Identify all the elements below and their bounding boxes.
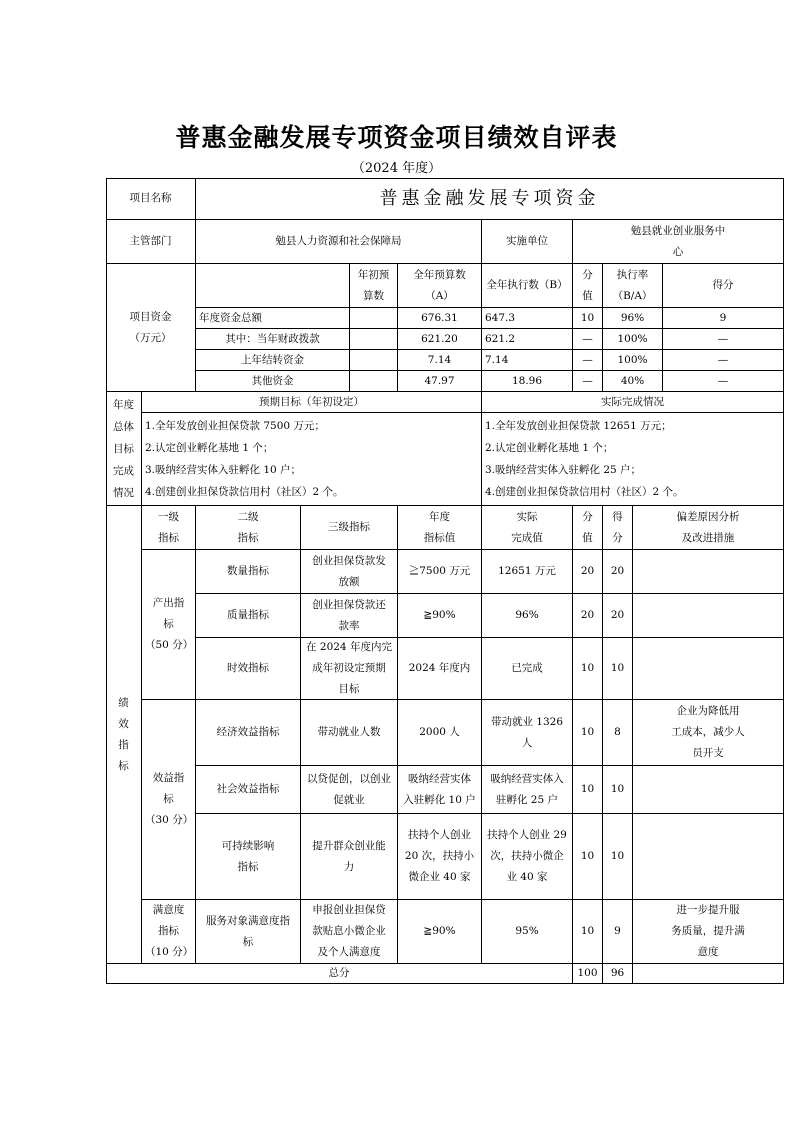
funds-row-exec: 621.2 — [482, 329, 573, 350]
funds-header-blank — [196, 264, 350, 308]
perf-row-val: 20 — [573, 594, 603, 638]
funds-header-score: 得分 — [663, 264, 784, 308]
perf-row-val: 10 — [573, 766, 603, 814]
perf-row-target: ≧90% — [398, 594, 482, 638]
perf-header-score: 得 分 — [603, 506, 633, 550]
perf-row-l3: 创业担保贷款发 放额 — [301, 550, 398, 594]
perf-row-note — [633, 594, 784, 638]
perf-header-actual: 实际 完成值 — [482, 506, 573, 550]
perf-row-note: 进一步提升服 务质量，提升满 意度 — [633, 900, 784, 964]
funds-row-initial — [350, 350, 398, 371]
funds-row-rate: 40% — [603, 371, 663, 392]
funds-label: 项目资金 （万元） — [106, 264, 196, 392]
funds-row-budget: 47.97 — [398, 371, 482, 392]
perf-row-l2: 经济效益指标 — [196, 700, 301, 766]
project-name-label: 项目名称 — [106, 178, 196, 220]
perf-row-target: 2000 人 — [398, 700, 482, 766]
perf-row-l2: 可持续影响 指标 — [196, 814, 301, 900]
perf-row-l3: 创业担保贷款还 款率 — [301, 594, 398, 638]
funds-row-initial — [350, 308, 398, 329]
funds-row-rate: 100% — [603, 329, 663, 350]
perf-row-score: 20 — [603, 550, 633, 594]
goals-actual-header: 实际完成情况 — [482, 392, 784, 413]
perf-row-actual: 扶持个人创业 29 次，扶持小微企 业 40 家 — [482, 814, 573, 900]
funds-row-val: 10 — [573, 308, 603, 329]
funds-row-budget: 676.31 — [398, 308, 482, 329]
perf-header-note: 偏差原因分析 及改进措施 — [633, 506, 784, 550]
perf-row-l3: 在 2024 年度内完 成年初设定预期 目标 — [301, 638, 398, 700]
goals-expected-header: 预期目标（年初设定） — [142, 392, 482, 413]
funds-header-budget: 全年预算数 （A） — [398, 264, 482, 308]
goal-item: 3.吸纳经营实体入驻孵化 25 户； — [485, 464, 642, 476]
total-val: 100 — [573, 964, 603, 984]
perf-row-actual: 95% — [482, 900, 573, 964]
perf-side-label: 绩 效 指 标 — [106, 506, 142, 964]
total-note — [633, 964, 784, 984]
total-score: 96 — [603, 964, 633, 984]
perf-header-l3: 三级指标 — [301, 506, 398, 550]
perf-row-target: ≧90% — [398, 900, 482, 964]
funds-header-val: 分 值 — [573, 264, 603, 308]
goal-item: 4.创建创业担保贷款信用村（社区）2 个。 — [145, 486, 344, 498]
perf-header-l1: 一级 指标 — [142, 506, 196, 550]
perf-row-note: 企业为降低用 工成本，减少人 员开支 — [633, 700, 784, 766]
perf-row-val: 10 — [573, 814, 603, 900]
perf-row-note — [633, 550, 784, 594]
perf-satisfaction-label: 满意度 指标 （10 分） — [142, 900, 196, 964]
funds-row-val: — — [573, 350, 603, 371]
funds-row-rate: 100% — [603, 350, 663, 371]
funds-row-exec: 18.96 — [482, 371, 573, 392]
funds-row-initial — [350, 329, 398, 350]
funds-row-name: 年度资金总额 — [196, 308, 350, 329]
funds-row-name: 其中：当年财政拨款 — [196, 329, 350, 350]
perf-row-score: 10 — [603, 766, 633, 814]
perf-row-note — [633, 814, 784, 900]
perf-output-label: 产出指 标 （50 分） — [142, 550, 196, 700]
perf-row-target: 扶持个人创业 20 次，扶持小 微企业 40 家 — [398, 814, 482, 900]
page-title: 普惠金融发展专项资金项目绩效自评表 — [175, 123, 618, 152]
perf-header-val: 分 值 — [573, 506, 603, 550]
perf-benefit-label: 效益指 标 （30 分） — [142, 700, 196, 900]
goals-actual-list — [482, 413, 784, 506]
perf-row-score: 10 — [603, 814, 633, 900]
funds-row-budget: 7.14 — [398, 350, 482, 371]
funds-row-val: — — [573, 371, 603, 392]
perf-row-note — [633, 766, 784, 814]
perf-row-note — [633, 638, 784, 700]
goals-label: 年度 总体 目标 完成 情况 — [106, 392, 142, 506]
perf-row-actual: 12651 万元 — [482, 550, 573, 594]
funds-row-score: 9 — [663, 308, 784, 329]
perf-row-val: 10 — [573, 900, 603, 964]
perf-row-actual: 吸纳经营实体入 驻孵化 25 户 — [482, 766, 573, 814]
goal-item: 3.吸纳经营实体入驻孵化 10 户； — [145, 464, 302, 476]
perf-row-actual: 带动就业 1326 人 — [482, 700, 573, 766]
impl-value: 勉县就业创业服务中 心 — [573, 220, 784, 264]
perf-row-l2: 服务对象满意度指 标 — [196, 900, 301, 964]
perf-row-score: 8 — [603, 700, 633, 766]
perf-row-target: 2024 年度内 — [398, 638, 482, 700]
perf-row-actual: 已完成 — [482, 638, 573, 700]
funds-row-name: 上年结转资金 — [196, 350, 350, 371]
funds-header-rate: 执行率 （B/A） — [603, 264, 663, 308]
funds-row-val: — — [573, 329, 603, 350]
perf-row-val: 10 — [573, 700, 603, 766]
goal-item: 4.创建创业担保贷款信用村（社区）2 个。 — [485, 486, 684, 498]
perf-row-val: 10 — [573, 638, 603, 700]
funds-row-budget: 621.20 — [398, 329, 482, 350]
dept-label: 主管部门 — [106, 220, 196, 264]
perf-header-target: 年度 指标值 — [398, 506, 482, 550]
funds-header-initial: 年初预 算数 — [350, 264, 398, 308]
perf-row-l3: 提升群众创业能 力 — [301, 814, 398, 900]
goal-item: 2.认定创业孵化基地 1 个； — [145, 442, 274, 454]
perf-row-l3: 以贷促创，以创业 促就业 — [301, 766, 398, 814]
perf-row-target: 吸纳经营实体 入驻孵化 10 户 — [398, 766, 482, 814]
perf-row-score: 10 — [603, 638, 633, 700]
funds-row-score: — — [663, 350, 784, 371]
funds-header-exec: 全年执行数（B） — [482, 264, 573, 308]
perf-row-score: 20 — [603, 594, 633, 638]
evaluation-table — [106, 178, 784, 984]
perf-row-l3: 带动就业人数 — [301, 700, 398, 766]
perf-header-l2: 二级 指标 — [196, 506, 301, 550]
funds-row-score: — — [663, 371, 784, 392]
impl-label: 实施单位 — [482, 220, 573, 264]
perf-row-score: 9 — [603, 900, 633, 964]
project-name-value: 普惠金融发展专项资金 — [196, 178, 784, 220]
total-label: 总分 — [106, 964, 573, 984]
perf-row-val: 20 — [573, 550, 603, 594]
funds-row-exec: 647.3 — [482, 308, 573, 329]
perf-row-l2: 质量指标 — [196, 594, 301, 638]
funds-row-exec: 7.14 — [482, 350, 573, 371]
funds-row-name: 其他资金 — [196, 371, 350, 392]
funds-row-rate: 96% — [603, 308, 663, 329]
perf-row-l2: 时效指标 — [196, 638, 301, 700]
goal-item: 1.全年发放创业担保贷款 12651 万元； — [485, 420, 672, 432]
goals-expected-list — [142, 413, 482, 506]
funds-row-score: — — [663, 329, 784, 350]
dept-value: 勉县人力资源和社会保障局 — [196, 220, 482, 264]
perf-row-target: ≧7500 万元 — [398, 550, 482, 594]
perf-row-l2: 社会效益指标 — [196, 766, 301, 814]
perf-row-l2: 数量指标 — [196, 550, 301, 594]
perf-row-l3: 申报创业担保贷 款贴息小微企业 及个人满意度 — [301, 900, 398, 964]
perf-row-actual: 96% — [482, 594, 573, 638]
goal-item: 1.全年发放创业担保贷款 7500 万元； — [145, 420, 325, 432]
goal-item: 2.认定创业孵化基地 1 个； — [485, 442, 614, 454]
year-subtitle: （2024 年度） — [351, 161, 442, 176]
funds-row-initial — [350, 371, 398, 392]
